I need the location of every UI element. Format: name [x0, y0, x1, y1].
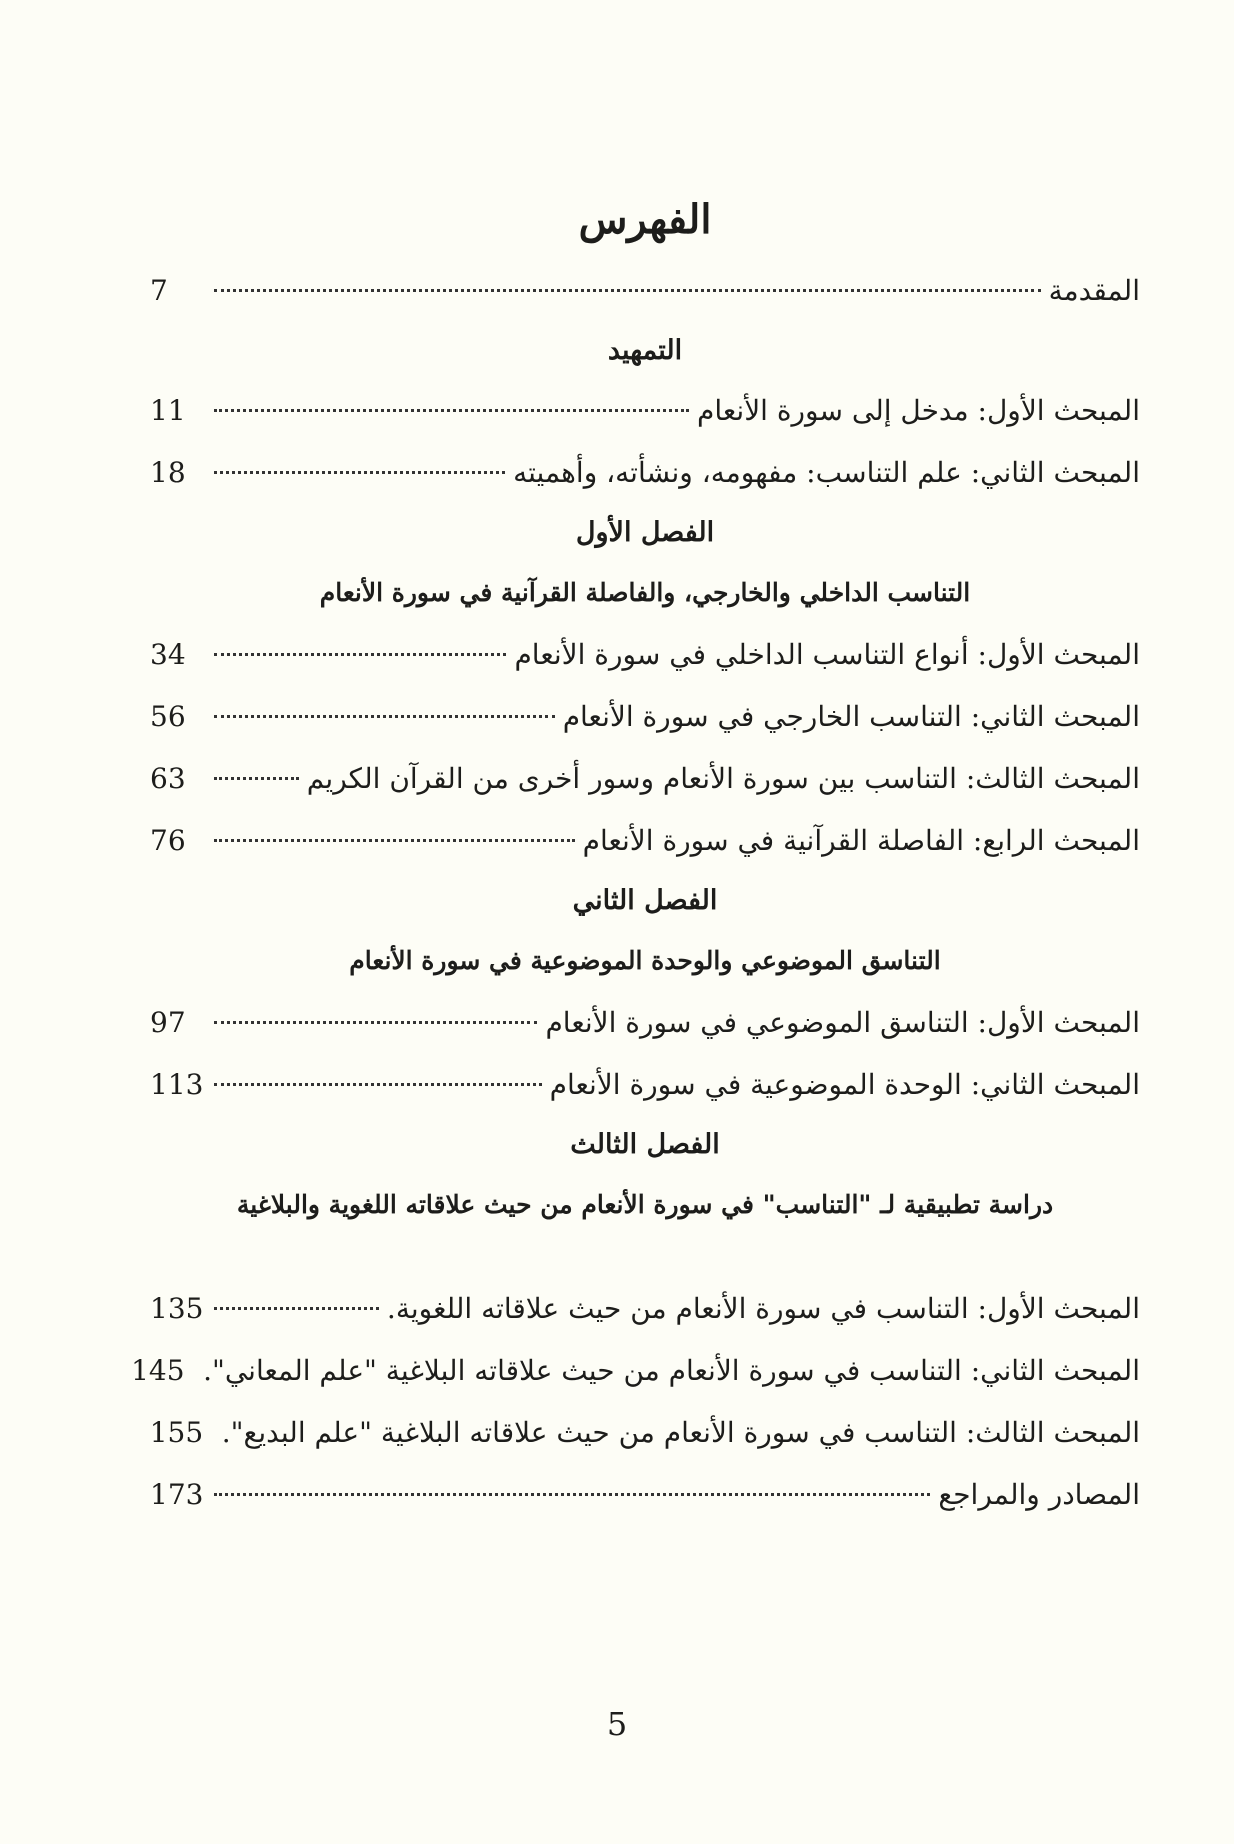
toc-entry[interactable]: [150, 1054, 1140, 1116]
toc-entry[interactable]: [150, 1464, 1140, 1526]
toc-entry-page: 76: [150, 824, 186, 857]
toc-entry-page: 97: [150, 1006, 186, 1039]
toc-entry[interactable]: [131, 1340, 1140, 1402]
table-of-contents: [131, 190, 1140, 1526]
page-title: الفهرس: [578, 196, 712, 243]
toc-entry-page: 173: [150, 1478, 204, 1511]
toc-entry[interactable]: [150, 810, 1140, 872]
dot-leader: [214, 839, 575, 842]
toc-entry[interactable]: [150, 686, 1140, 748]
toc-entry[interactable]: [150, 1278, 1140, 1340]
toc-entry-page: 7: [150, 274, 168, 307]
toc-entry-page: 155: [149, 1416, 204, 1449]
toc-entry-page: 11: [150, 394, 186, 427]
dot-leader: [214, 1083, 542, 1086]
dot-leader: [214, 289, 1041, 292]
toc-entry-title: المصادر والمراجع: [938, 1478, 1140, 1511]
toc-entry[interactable]: [150, 380, 1140, 442]
section-subheading: التناسق الموضوعي والوحدة الموضوعية في سورة الأنعام: [349, 946, 941, 975]
dot-leader: [214, 409, 689, 412]
section-subheading: التناسب الداخلي والخارجي، والفاصلة القرآنية في سورة الأنعام: [319, 578, 971, 607]
section-heading: الفصل الثالث: [570, 1129, 720, 1160]
toc-entry-page: 145: [131, 1354, 185, 1387]
toc-entry-page: 18: [150, 456, 186, 489]
toc-entry[interactable]: [150, 1402, 1140, 1464]
toc-entry[interactable]: [150, 442, 1140, 504]
dot-leader: [214, 1493, 930, 1496]
toc-entry-title: المبحث الأول: أنواع التناسب الداخلي في سورة الأنعام: [514, 638, 1140, 671]
toc-entry-title: المبحث الأول: مدخل إلى سورة الأنعام: [697, 394, 1140, 427]
page-number: 5: [606, 1705, 628, 1743]
toc-entry-page: 56: [150, 700, 186, 733]
toc-entry-title: المبحث الثالث: التناسب في سورة الأنعام من حيث علاقاته البلاغية "علم البديع".: [221, 1416, 1140, 1449]
toc-entry-title: المبحث الثالث: التناسب بين سورة الأنعام وسور أخرى من القرآن الكريم: [306, 762, 1140, 795]
toc-entry-page: 135: [150, 1292, 204, 1325]
dot-leader: [214, 777, 299, 780]
dot-leader: [214, 653, 506, 656]
toc-entry-title: المبحث الثاني: علم التناسب: مفهومه، ونشأته، وأهميته: [513, 456, 1140, 489]
toc-entry-page: 34: [150, 638, 186, 671]
spacer: [150, 1236, 1140, 1278]
toc-entry[interactable]: [150, 992, 1140, 1054]
toc-entry-title: المقدمة: [1048, 274, 1140, 307]
toc-entry[interactable]: [150, 748, 1140, 810]
dot-leader: [214, 715, 555, 718]
toc-entry-title: المبحث الثاني: التناسب في سورة الأنعام من حيث علاقاته البلاغية "علم المعاني".: [203, 1354, 1140, 1387]
section-heading: التمهيد: [607, 335, 683, 366]
dot-leader: [214, 1307, 379, 1310]
toc-entry-title: المبحث الأول: التناسق الموضوعي في سورة الأنعام: [545, 1006, 1140, 1039]
toc-entry[interactable]: [150, 260, 1140, 322]
toc-entry-title: المبحث الثاني: الوحدة الموضوعية في سورة الأنعام: [549, 1068, 1140, 1101]
toc-entry-title: المبحث الثاني: التناسب الخارجي في سورة الأنعام: [562, 700, 1140, 733]
section-heading: الفصل الأول: [575, 517, 715, 548]
section-heading: الفصل الثاني: [572, 885, 718, 916]
toc-entry-title: المبحث الأول: التناسب في سورة الأنعام من حيث علاقاته اللغوية.: [386, 1292, 1140, 1325]
toc-list: [131, 260, 1140, 1526]
section-subheading: دراسة تطبيقية لـ "التناسب" في سورة الأنعام من حيث علاقاته اللغوية والبلاغية: [236, 1190, 1054, 1219]
dot-leader: [214, 1021, 537, 1024]
toc-entry-page: 63: [150, 762, 186, 795]
dot-leader: [214, 471, 505, 474]
toc-entry-page: 113: [150, 1068, 204, 1101]
toc-entry-title: المبحث الرابع: الفاصلة القرآنية في سورة الأنعام: [582, 824, 1140, 857]
toc-entry[interactable]: [150, 624, 1140, 686]
